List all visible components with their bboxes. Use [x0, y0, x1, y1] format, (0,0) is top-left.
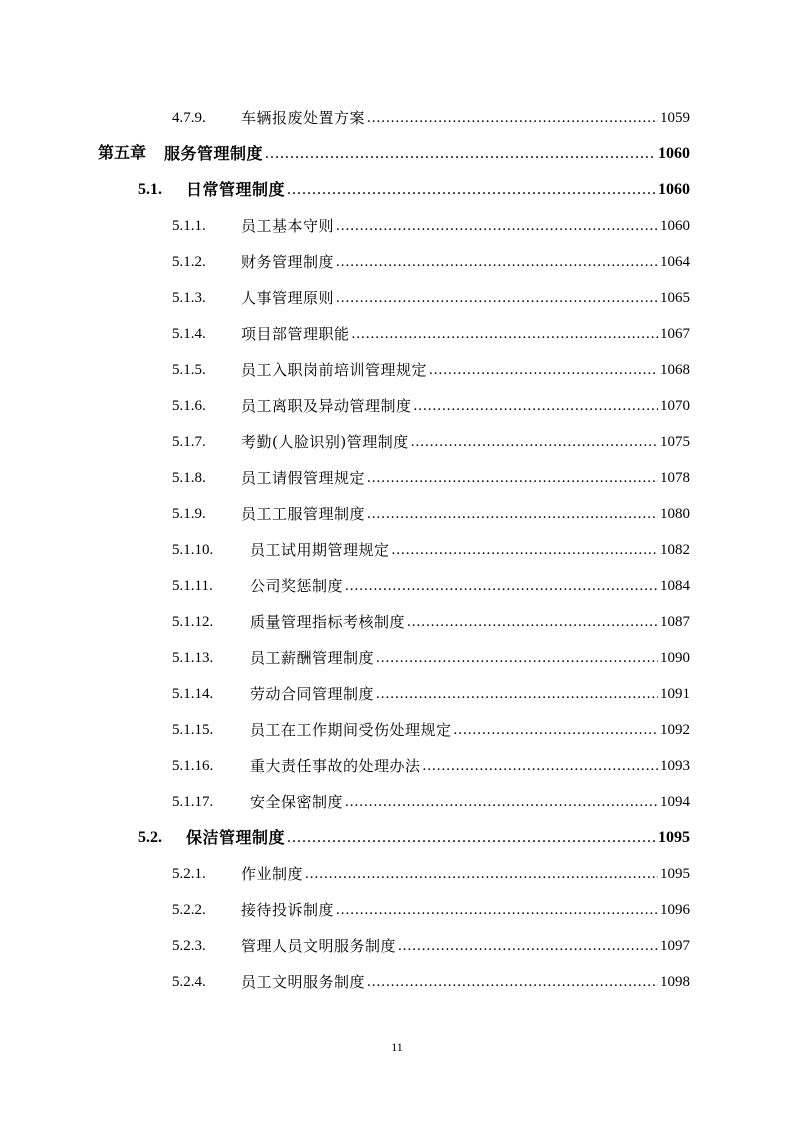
toc-entry-number: 5.2.4.	[172, 974, 206, 990]
toc-section-entry[interactable]	[138, 176, 690, 200]
toc-entry-title: 考勤(人脸识别)管理制度	[241, 433, 409, 451]
toc-leader-dots	[454, 720, 658, 740]
toc-chapter-entry[interactable]	[98, 140, 690, 164]
toc-leader-dots	[287, 180, 656, 200]
toc-entry-title: 员工薪酬管理制度	[250, 649, 375, 667]
toc-entry-number: 5.1.3.	[172, 290, 206, 306]
toc-entry-title: 接待投诉制度	[241, 901, 335, 919]
toc-entry-number: 5.1.5.	[172, 362, 206, 378]
toc-entry-title: 日常管理制度	[186, 180, 286, 199]
toc-leader-dots	[407, 612, 658, 632]
toc-entry-number: 5.1.8.	[172, 470, 206, 486]
toc-leader-dots	[376, 684, 658, 704]
toc-entry-page: 1091	[660, 686, 690, 702]
toc-entry-page: 1075	[660, 434, 690, 450]
toc-entry[interactable]	[172, 716, 690, 740]
toc-entry-title: 员工离职及异动管理制度	[241, 397, 412, 415]
toc-entry-number: 5.2.	[138, 829, 162, 846]
toc-entry-number: 5.1.13.	[172, 650, 214, 666]
toc-leader-dots	[336, 288, 658, 308]
toc-entry-page: 1070	[660, 398, 690, 414]
toc-entry-number: 5.2.1.	[172, 866, 206, 882]
toc-entry-page: 1082	[660, 542, 690, 558]
toc-entry-number: 5.1.14.	[172, 686, 214, 702]
toc-entry-page: 1096	[660, 902, 690, 918]
toc-entry[interactable]	[172, 320, 690, 344]
toc-leader-dots	[352, 324, 658, 344]
toc-entry-number: 5.1.11.	[172, 578, 213, 594]
toc-entry-number: 5.1.12.	[172, 614, 214, 630]
toc-leader-dots	[429, 360, 658, 380]
toc-leader-dots	[367, 504, 658, 524]
toc-entry-page: 1097	[660, 938, 690, 954]
toc-leader-dots	[423, 756, 658, 776]
toc-entry-page: 1092	[660, 722, 690, 738]
toc-leader-dots	[336, 216, 658, 236]
toc-entry-number: 5.1.1.	[172, 218, 206, 234]
toc-entry[interactable]	[172, 104, 690, 128]
toc-entry[interactable]	[172, 572, 690, 596]
toc-leader-dots	[287, 828, 656, 848]
toc-entry[interactable]	[172, 968, 690, 992]
toc-entry[interactable]	[172, 680, 690, 704]
toc-entry-title: 车辆报废处置方案	[241, 109, 366, 127]
toc-entry-page: 1098	[660, 974, 690, 990]
toc-entry-title: 员工文明服务制度	[241, 973, 366, 991]
toc-entry-title: 管理人员文明服务制度	[241, 937, 397, 955]
toc-entry-number: 5.1.4.	[172, 326, 206, 342]
toc-leader-dots	[398, 936, 658, 956]
toc-entry-title: 员工工服管理制度	[241, 505, 366, 523]
toc-entry-title: 项目部管理职能	[241, 325, 350, 343]
toc-entry[interactable]	[172, 752, 690, 776]
toc-leader-dots	[265, 144, 656, 164]
toc-entry-title: 重大责任事故的处理办法	[250, 757, 421, 775]
toc-entry-page: 1060	[660, 218, 690, 234]
toc-entry-page: 1060	[658, 145, 690, 162]
toc-entry-title: 作业制度	[241, 865, 304, 883]
toc-entry-title: 人事管理原则	[241, 289, 335, 307]
toc-entry-page: 1095	[660, 866, 690, 882]
toc-entry[interactable]	[172, 212, 690, 236]
toc-entry-page: 1078	[660, 470, 690, 486]
toc-leader-dots	[411, 432, 658, 452]
toc-leader-dots	[376, 648, 658, 668]
toc-entry[interactable]	[172, 896, 690, 920]
toc-entry-number: 5.2.3.	[172, 938, 206, 954]
page-number: 11	[391, 1040, 403, 1054]
toc-entry-number: 5.1.17.	[172, 794, 214, 810]
toc-entry-title: 员工试用期管理规定	[250, 541, 390, 559]
toc-entry-page: 1095	[658, 829, 690, 846]
toc-entry-number: 5.1.9.	[172, 506, 206, 522]
toc-entry[interactable]	[172, 788, 690, 812]
toc-entry-page: 1084	[660, 578, 690, 594]
toc-entry-title: 质量管理指标考核制度	[250, 613, 406, 631]
toc-entry-number: 5.1.10.	[172, 542, 214, 558]
toc-entry[interactable]	[172, 500, 690, 524]
toc-entry-page: 1094	[660, 794, 690, 810]
toc-entry-number: 5.1.6.	[172, 398, 206, 414]
toc-entry-title: 员工入职岗前培训管理规定	[241, 361, 428, 379]
toc-entry[interactable]	[172, 860, 690, 884]
toc-entry-number: 第五章	[98, 145, 147, 162]
toc-leader-dots	[367, 972, 658, 992]
toc-entry-title: 劳动合同管理制度	[250, 685, 375, 703]
toc-entry-page: 1087	[660, 614, 690, 630]
toc-entry-page: 1080	[660, 506, 690, 522]
toc-entry-number: 5.1.	[138, 181, 162, 198]
toc-entry-title: 员工在工作期间受伤处理规定	[250, 721, 452, 739]
toc-entry[interactable]	[172, 932, 690, 956]
toc-entry-page: 1059	[660, 110, 690, 126]
toc-entry[interactable]	[172, 464, 690, 488]
toc-leader-dots	[305, 864, 658, 884]
toc-entry-page: 1090	[660, 650, 690, 666]
toc-leader-dots	[367, 108, 658, 128]
toc-entry-title: 员工请假管理规定	[241, 469, 366, 487]
toc-section-entry[interactable]	[138, 824, 690, 848]
toc-entry-page: 1093	[660, 758, 690, 774]
toc-entry[interactable]	[172, 284, 690, 308]
toc-entry-title: 安全保密制度	[250, 793, 344, 811]
toc-leader-dots	[367, 468, 658, 488]
toc-leader-dots	[345, 576, 658, 596]
toc-entry-number: 5.1.15.	[172, 722, 214, 738]
toc-entry[interactable]	[172, 644, 690, 668]
toc-entry-title: 公司奖惩制度	[250, 577, 344, 595]
toc-leader-dots	[414, 396, 658, 416]
toc-entry-number: 5.2.2.	[172, 902, 206, 918]
toc-entry-page: 1064	[660, 254, 690, 270]
toc-entry-number: 5.1.7.	[172, 434, 206, 450]
toc-leader-dots	[336, 252, 658, 272]
toc-entry[interactable]	[172, 356, 690, 380]
toc-entry-title: 服务管理制度	[164, 144, 264, 163]
toc-leader-dots	[345, 792, 658, 812]
toc-entry-number: 4.7.9.	[172, 110, 206, 126]
toc-entry[interactable]	[172, 248, 690, 272]
toc-entry-page: 1068	[660, 362, 690, 378]
toc-entry[interactable]	[172, 536, 690, 560]
toc-leader-dots	[392, 540, 658, 560]
toc-entry-title: 员工基本守则	[241, 217, 335, 235]
toc-entry[interactable]	[172, 392, 690, 416]
toc-entry[interactable]	[172, 608, 690, 632]
toc-entry-title: 财务管理制度	[241, 253, 335, 271]
toc-entry-page: 1067	[660, 326, 690, 342]
toc-entry-page: 1060	[658, 181, 690, 198]
toc-entry-page: 1065	[660, 290, 690, 306]
toc-leader-dots	[336, 900, 658, 920]
toc-entry-title: 保洁管理制度	[186, 828, 286, 847]
toc-entry-number: 5.1.2.	[172, 254, 206, 270]
toc-entry[interactable]	[172, 428, 690, 452]
toc-entry-number: 5.1.16.	[172, 758, 214, 774]
